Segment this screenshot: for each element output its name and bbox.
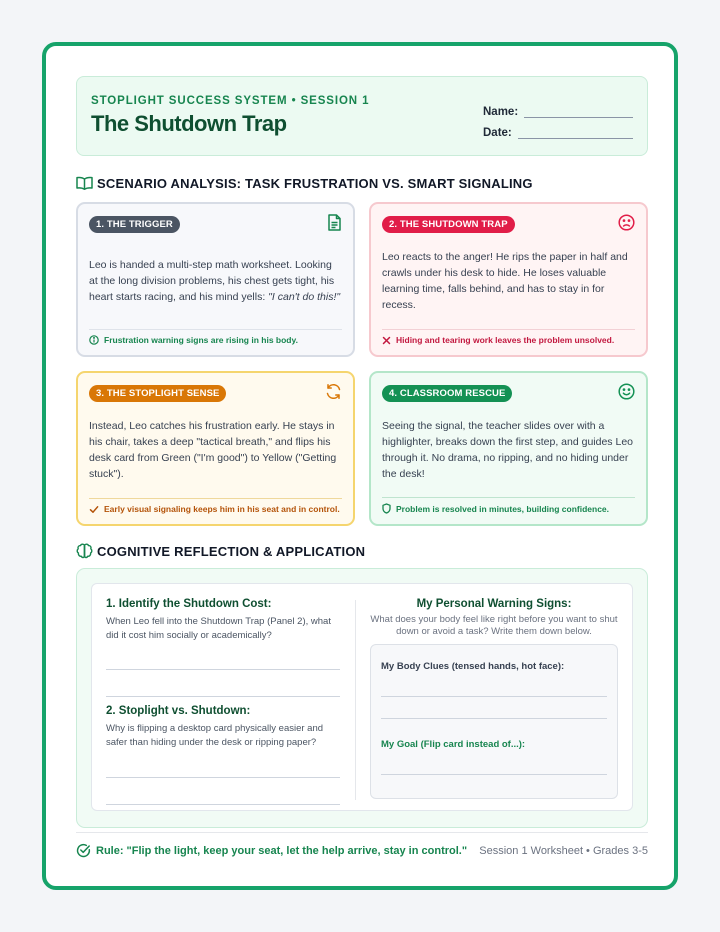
card-shutdown-badge: 2. THE SHUTDOWN TRAP (382, 216, 515, 233)
personal-text: What does your body feel like right before you want to shut down or avoid a task? Write them down below. (370, 614, 618, 637)
trigger-quote: "I can't do this!" (268, 291, 341, 303)
card-sense-footer: Early visual signaling keeps him in his seat and in control. (89, 498, 342, 514)
body-clues-line-1[interactable] (381, 696, 607, 697)
card-rescue-footer: Problem is resolved in minutes, building confidence. (382, 497, 635, 514)
refresh-icon (325, 383, 342, 400)
q1-title: 1. Identify the Shutdown Cost: (106, 598, 272, 610)
reflection-heading-text: COGNITIVE REFLECTION & APPLICATION (97, 543, 366, 559)
worksheet-meta: Session 1 Worksheet • Grades 3-5 (479, 844, 648, 857)
personal-title: My Personal Warning Signs: (416, 598, 572, 610)
reflection-inner (91, 583, 633, 811)
rule-line (76, 843, 467, 858)
q2-title: 2. Stoplight vs. Shutdown: (106, 705, 251, 717)
shield-icon (382, 503, 391, 514)
page-title: The Shutdown Trap (91, 111, 287, 136)
check-icon (89, 505, 99, 514)
card-trigger (76, 202, 355, 357)
open-book-icon (76, 176, 93, 190)
scenario-heading (76, 172, 648, 194)
name-row (483, 97, 633, 118)
body-clues-line-2[interactable] (381, 718, 607, 719)
card-trigger-text: Leo is handed a multi-step math worksheet. Looking at the long division problems, his chest gets tight, his heart starts racing, and his mind yells: "I can't do this!" (89, 259, 341, 303)
card-rescue-badge: 4. CLASSROOM RESCUE (382, 385, 512, 402)
smile-face-icon (618, 383, 635, 400)
page-footer (76, 832, 648, 868)
column-divider (355, 600, 356, 800)
reflection-heading (76, 540, 648, 562)
x-icon (382, 336, 391, 345)
card-trigger-footer: Frustration warning signs are rising in his body. (89, 329, 342, 345)
info-circle-icon (89, 335, 99, 345)
document-icon (327, 214, 342, 231)
date-row (483, 118, 633, 139)
frown-face-icon (618, 214, 635, 231)
card-rescue-text: Seeing the signal, the teacher slides over with a highlighter, breaks down the first step, and guides Leo through it. No drama, no ripping, and no hiding under the desk! (382, 420, 633, 480)
reflection-panel (76, 568, 648, 828)
goal-line[interactable] (381, 774, 607, 775)
goal-label: My Goal (Flip card instead of...): (381, 739, 526, 750)
reflection-questions (106, 598, 340, 805)
card-shutdown-footer: Hiding and tearing work leaves the problem unsolved. (382, 329, 635, 345)
worksheet-page (42, 42, 678, 890)
q1-answer-line-1[interactable] (106, 669, 340, 670)
date-label: Date: (483, 127, 512, 139)
card-trigger-badge: 1. THE TRIGGER (89, 216, 180, 233)
q1-answer-line-2[interactable] (106, 696, 340, 697)
warning-signs-box (370, 644, 618, 799)
name-date-block (483, 97, 633, 139)
name-field[interactable] (524, 106, 633, 118)
name-label: Name: (483, 106, 519, 118)
body-clues-label: My Body Clues (tensed hands, hot face): (381, 661, 565, 672)
q2-text: Why is flipping a desktop card physically easier and safer than hiding under the desk or ripping paper? (106, 723, 324, 748)
card-sense-text: Instead, Leo catches his frustration early. He stays in his chair, takes a deep "tactical breath," and flips his desk card from Green ("I'm good") to Yellow ("Getting stuck"). (89, 420, 337, 480)
card-sense-badge: 3. THE STOPLIGHT SENSE (89, 385, 226, 402)
personal-warning-signs (370, 598, 618, 799)
scenario-heading-text: SCENARIO ANALYSIS: TASK FRUSTRATION VS. SMART SIGNALING (97, 175, 533, 191)
worksheet-header (76, 76, 648, 156)
date-field[interactable] (518, 127, 633, 139)
card-shutdown-trap (369, 202, 648, 357)
q1-text: When Leo fell into the Shutdown Trap (Panel 2), what did it cost him socially or academically? (106, 616, 331, 641)
card-shutdown-text: Leo reacts to the anger! He rips the paper in half and crawls under his desk to hide. He loses valuable learning time, falls behind, and has to stay in for recess. (382, 251, 628, 311)
session-kicker: STOPLIGHT SUCCESS SYSTEM • SESSION 1 (91, 95, 370, 107)
card-classroom-rescue (369, 371, 648, 526)
check-circle-icon (76, 843, 91, 858)
scenario-cards (76, 202, 648, 526)
rule-text: Rule: "Flip the light, keep your seat, let the help arrive, stay in control." (96, 844, 468, 857)
brain-icon (76, 543, 93, 559)
q2-answer-line-2[interactable] (106, 804, 340, 805)
card-stoplight-sense (76, 371, 355, 526)
q2-answer-line-1[interactable] (106, 777, 340, 778)
